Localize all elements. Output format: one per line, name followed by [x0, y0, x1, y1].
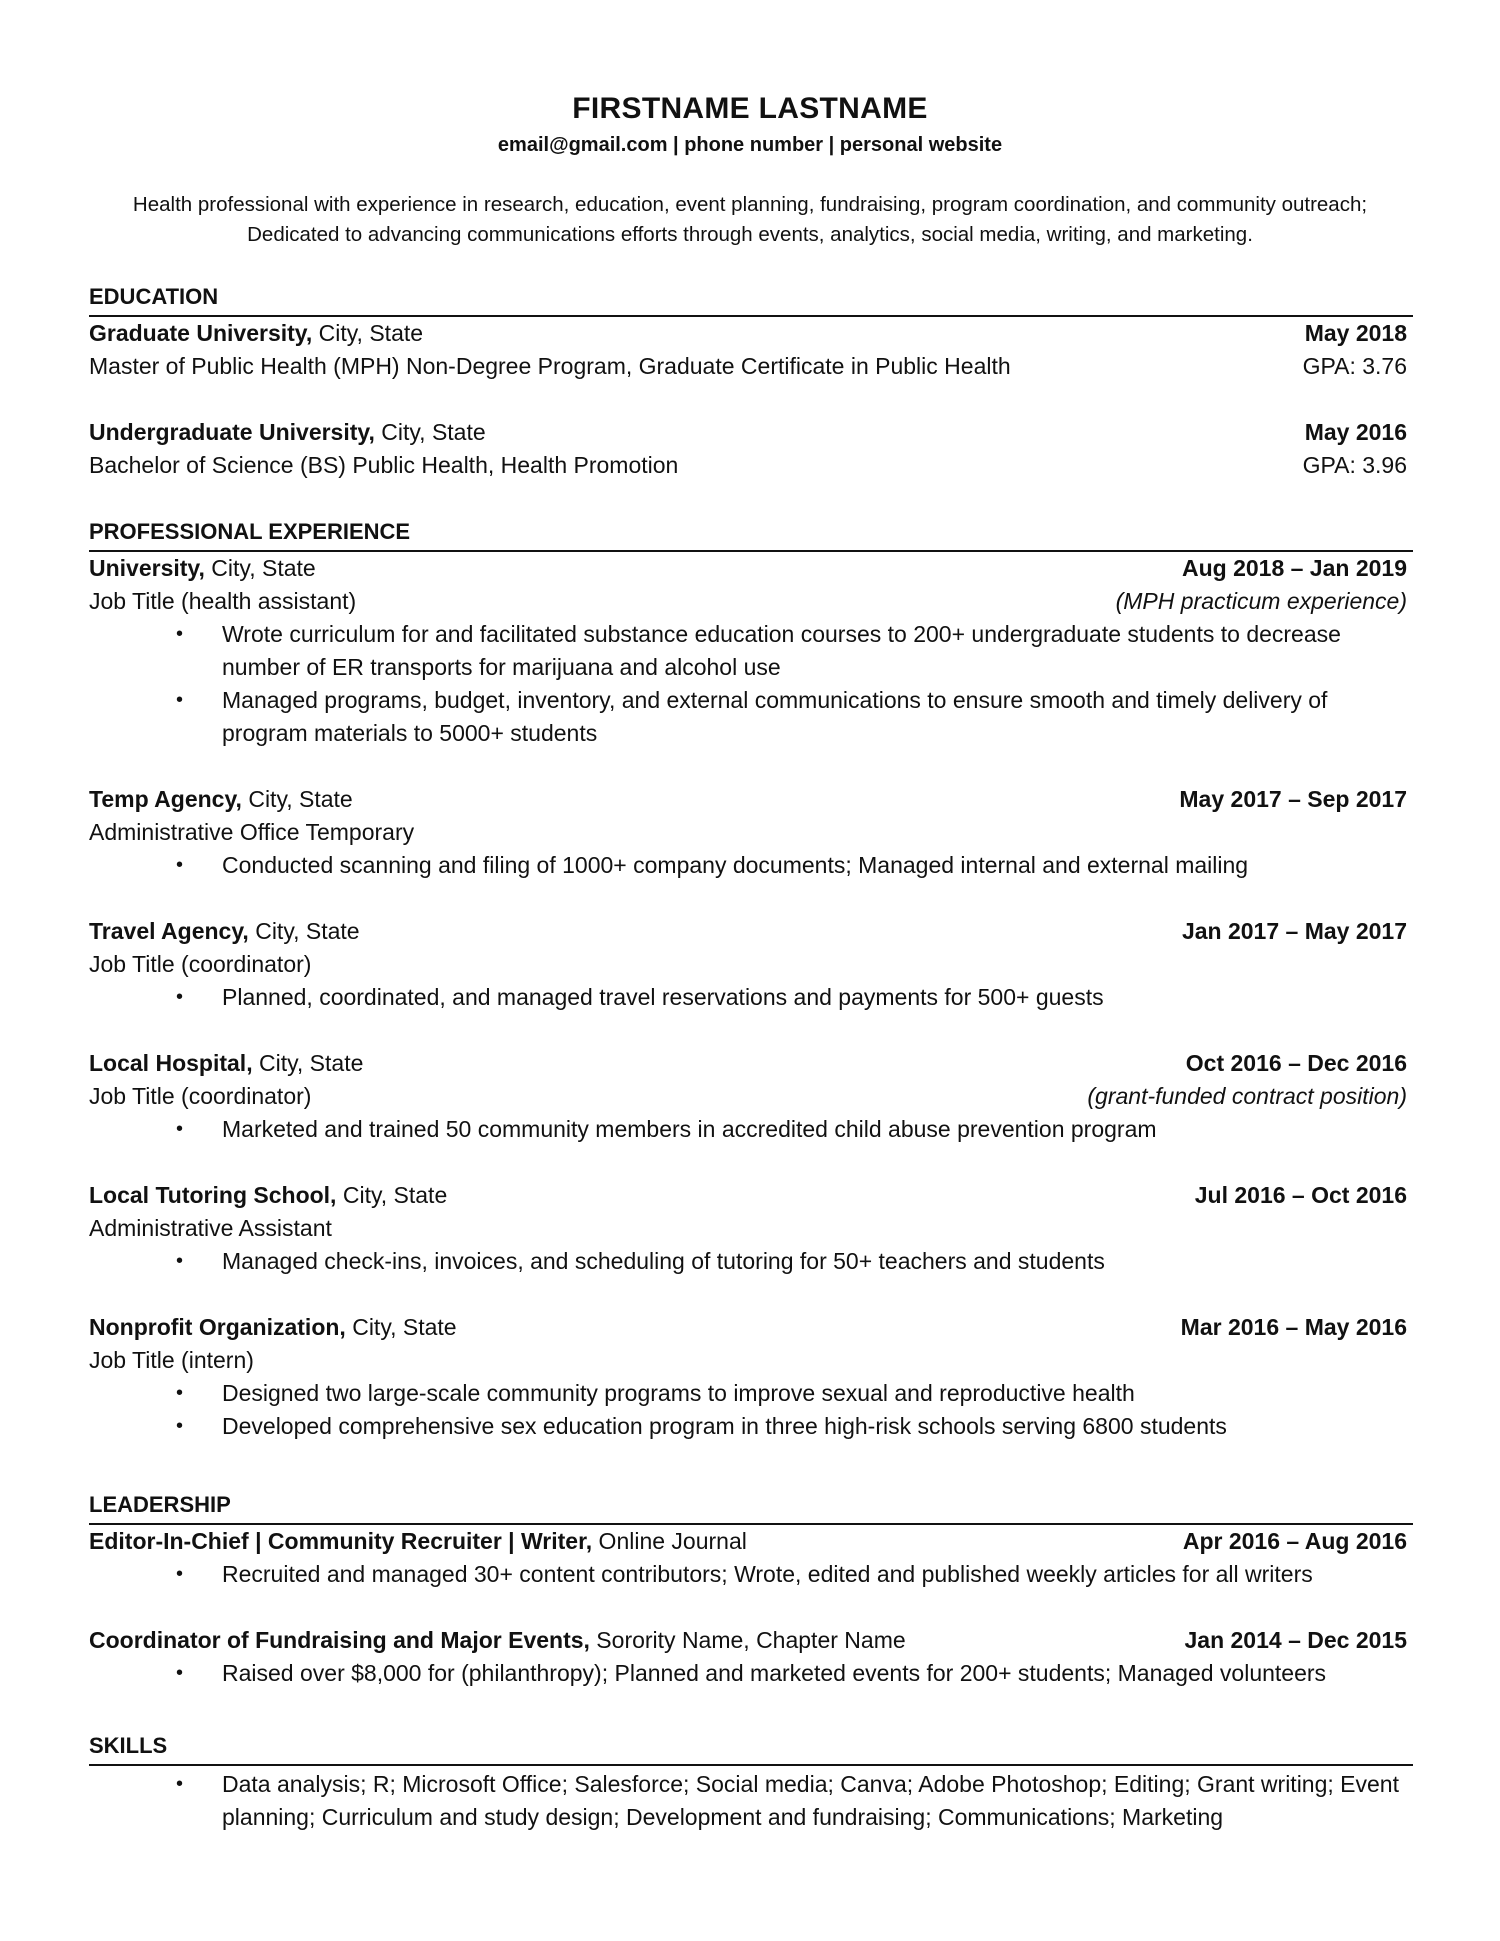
leadership-role: Editor-In-Chief | Community Recruiter | Writer,: [89, 1528, 593, 1554]
employment-dates: Jan 2017 – May 2017: [1181, 918, 1407, 944]
leadership-heading: LEADERSHIP: [89, 1492, 231, 1517]
employment-dates: Mar 2016 – May 2016: [1180, 1314, 1407, 1340]
gpa-text: GPA: 3.96: [1302, 452, 1407, 478]
skills-heading: SKILLS: [89, 1733, 168, 1758]
job-title: Job Title (coordinator): [89, 951, 312, 977]
employer-name: Local Tutoring School,: [89, 1182, 337, 1208]
school-location: City, State: [312, 320, 424, 346]
graduation-date: May 2018: [1304, 320, 1407, 346]
bullet-text: Planned, coordinated, and managed travel reservations and payments for 500+ guests: [222, 984, 1104, 1010]
bullet-text: Recruited and managed 30+ content contributors; Wrote, edited and published weekly articles for all writers: [222, 1561, 1313, 1587]
bullet-list: [89, 1113, 1413, 1146]
job-title: Job Title (health assistant): [89, 588, 357, 614]
bullet-icon: •: [176, 1382, 184, 1404]
candidate-name: FIRSTNAME LASTNAME: [572, 92, 928, 125]
experience-entry: [89, 783, 1413, 882]
bullet-text: Wrote curriculum for and facilitated substance education courses to 200+ undergraduate students to decrease number of ER transports for marijuana and alcohol use: [222, 621, 1341, 680]
bullet-icon: •: [176, 1250, 184, 1272]
leadership-dates: Jan 2014 – Dec 2015: [1184, 1627, 1407, 1653]
bullet-text: Marketed and trained 50 community members in accredited child abuse prevention program: [222, 1116, 1157, 1142]
bullet-text: Managed check-ins, invoices, and scheduling of tutoring for 50+ teachers and students: [222, 1248, 1105, 1274]
employer-name: Local Hospital,: [89, 1050, 253, 1076]
skills-section: [89, 1731, 1413, 1834]
leadership-entry: [89, 1525, 1413, 1591]
bullet-list: [89, 618, 1413, 750]
bullet-icon: •: [176, 689, 184, 711]
employer-location: City, State: [252, 1050, 364, 1076]
bullet-item: [89, 1558, 1413, 1591]
bullet-icon: •: [176, 986, 184, 1008]
education-entry: [89, 317, 1413, 383]
experience-entry: [89, 552, 1413, 750]
bullet-item: [89, 849, 1413, 882]
employer-name: University,: [89, 555, 205, 581]
leadership-role: Coordinator of Fundraising and Major Events,: [89, 1627, 590, 1653]
employer-location: City, State: [241, 786, 353, 812]
employer-location: City, State: [204, 555, 316, 581]
bullet-icon: •: [176, 623, 184, 645]
employer-location: City, State: [336, 1182, 448, 1208]
bullet-text: Designed two large-scale community programs to improve sexual and reproductive health: [222, 1380, 1135, 1406]
bullet-item: [89, 981, 1413, 1014]
school-name: Graduate University,: [89, 320, 313, 346]
employer-name: Nonprofit Organization,: [89, 1314, 346, 1340]
school-location: City, State: [374, 419, 486, 445]
experience-entry: [89, 1179, 1413, 1278]
bullet-text: Raised over $8,000 for (philanthropy); Planned and marketed events for 200+ students; Managed volunteers: [222, 1660, 1327, 1686]
bullet-icon: •: [176, 854, 184, 876]
experience-entry: [89, 1311, 1413, 1443]
bullet-item: [89, 618, 1413, 684]
leadership-entry: [89, 1624, 1413, 1690]
bullet-list: [89, 849, 1413, 882]
education-entry: [89, 416, 1413, 482]
job-note: (grant-funded contract position): [1087, 1083, 1407, 1109]
job-note: (MPH practicum experience): [1115, 588, 1407, 614]
bullet-item: [89, 1113, 1413, 1146]
employment-dates: May 2017 – Sep 2017: [1179, 786, 1407, 812]
bullet-icon: •: [176, 1118, 184, 1140]
employer-name: Temp Agency,: [89, 786, 242, 812]
summary-paragraph: Health professional with experience in research, education, event planning, fundraising, program coordination, and community outreach; Dedicated to advancing communications efforts through events, analytics, social media, writing, and marketing.: [132, 193, 1368, 246]
bullet-item: [89, 1768, 1413, 1834]
gpa-text: GPA: 3.76: [1302, 353, 1407, 379]
education-heading: EDUCATION: [89, 284, 219, 309]
bullet-text: Data analysis; R; Microsoft Office; Salesforce; Social media; Canva; Adobe Photoshop; Editing; Grant writing; Event planning; Curriculum and study design; Development and fundraising; Communications; Marketing: [222, 1771, 1399, 1830]
job-title: Job Title (coordinator): [89, 1083, 312, 1109]
degree-text: Bachelor of Science (BS) Public Health, Health Promotion: [89, 452, 679, 478]
experience-entry: [89, 915, 1413, 1014]
bullet-list: [89, 1377, 1413, 1443]
bullet-item: [89, 1245, 1413, 1278]
bullet-list: [89, 1558, 1413, 1591]
bullet-icon: •: [176, 1563, 184, 1585]
job-title: Administrative Assistant: [89, 1215, 332, 1241]
education-section: [89, 282, 1413, 482]
bullet-icon: •: [176, 1415, 184, 1437]
bullet-list: [89, 1245, 1413, 1278]
employer-location: City, State: [248, 918, 360, 944]
bullet-list: [89, 1657, 1413, 1690]
employer-name: Travel Agency,: [89, 918, 249, 944]
job-title: Job Title (intern): [89, 1347, 254, 1373]
bullet-list: [89, 981, 1413, 1014]
leadership-section: [89, 1490, 1413, 1690]
bullet-list: [89, 1768, 1413, 1834]
graduation-date: May 2016: [1304, 419, 1407, 445]
employment-dates: Aug 2018 – Jan 2019: [1181, 555, 1407, 581]
leadership-dates: Apr 2016 – Aug 2016: [1182, 1528, 1407, 1554]
experience-entry: [89, 1047, 1413, 1146]
leadership-organization: Sorority Name, Chapter Name: [589, 1627, 906, 1653]
degree-text: Master of Public Health (MPH) Non-Degree Program, Graduate Certificate in Public Health: [89, 353, 1011, 379]
bullet-item: [89, 1377, 1413, 1410]
leadership-organization: Online Journal: [592, 1528, 747, 1554]
experience-heading: PROFESSIONAL EXPERIENCE: [89, 519, 411, 544]
bullet-text: Developed comprehensive sex education program in three high-risk schools serving 6800 students: [222, 1413, 1227, 1439]
job-title: Administrative Office Temporary: [89, 819, 415, 845]
section-divider: [89, 1764, 1413, 1766]
experience-section: [89, 517, 1413, 1443]
contact-line: email@gmail.com | phone number | personal website: [497, 134, 1003, 156]
employer-location: City, State: [345, 1314, 457, 1340]
bullet-icon: •: [176, 1773, 184, 1795]
bullet-icon: •: [176, 1662, 184, 1684]
bullet-item: [89, 1410, 1413, 1443]
bullet-text: Managed programs, budget, inventory, and external communications to ensure smooth and timely delivery of program materials to 5000+ students: [222, 687, 1328, 746]
bullet-item: [89, 1657, 1413, 1690]
employment-dates: Jul 2016 – Oct 2016: [1194, 1182, 1407, 1208]
employment-dates: Oct 2016 – Dec 2016: [1185, 1050, 1407, 1076]
bullet-text: Conducted scanning and filing of 1000+ company documents; Managed internal and external mailing: [222, 852, 1249, 878]
bullet-item: [89, 684, 1413, 750]
school-name: Undergraduate University,: [89, 419, 375, 445]
